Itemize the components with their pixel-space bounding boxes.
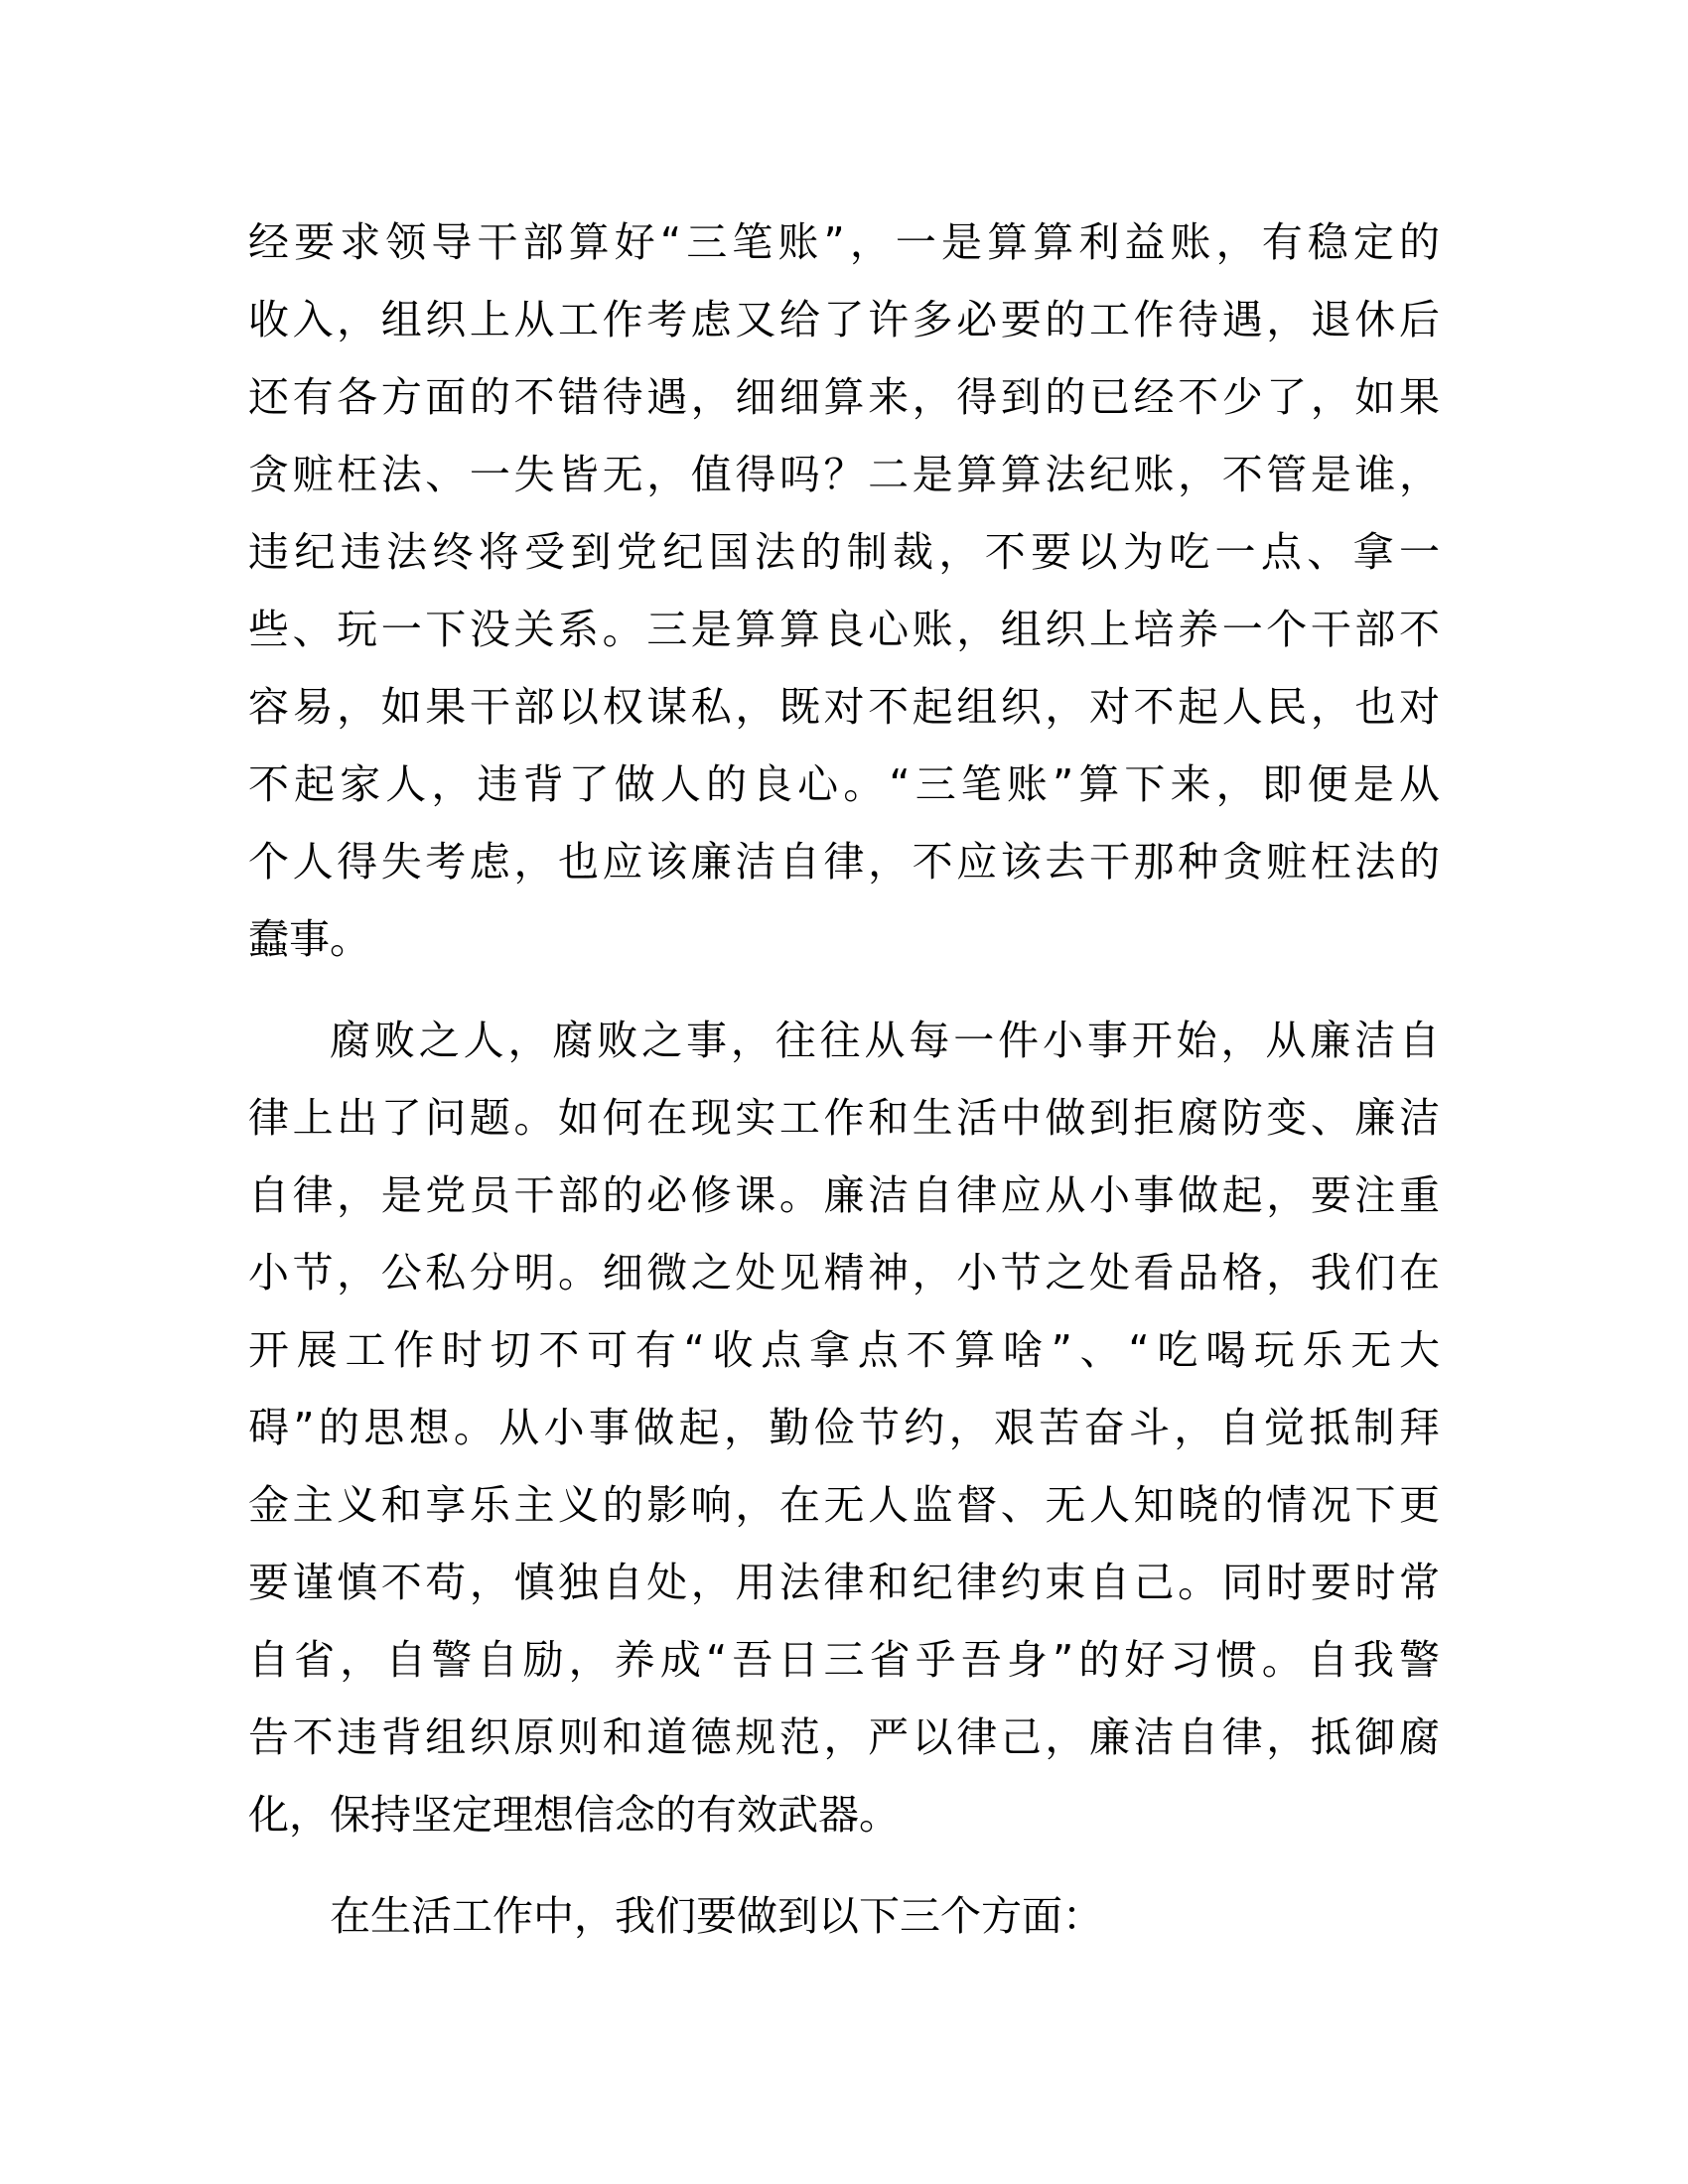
document-content — [248, 204, 1440, 1979]
text-line: 腐败之人，腐败之事，往往从每一件小事开始，从廉洁自 — [330, 1017, 1440, 1064]
text-line: 还有各方面的不错待遇，细细算来，得到的已经不少了，如果 — [248, 373, 1440, 421]
text-line: 收入，组织上从工作考虑又给了许多必要的工作待遇，退休后 — [248, 296, 1440, 343]
text-line: 不起家人，违背了做人的良心。“三笔账”算下来，即便是从 — [248, 760, 1440, 808]
text-line: 在生活工作中，我们要做到以下三个方面： — [330, 1892, 1103, 1940]
text-line: 告不违背组织原则和道德规范，严以律己，廉洁自律，抵御腐 — [248, 1713, 1440, 1761]
text-line: 些、玩一下没关系。三是算算良心账，组织上培养一个干部不 — [248, 606, 1440, 653]
text-line: 碍”的思想。从小事做起，勤俭节约，艰苦奋斗，自觉抵制拜 — [248, 1404, 1440, 1451]
text-line: 开展工作时切不可有“收点拿点不算啥”、“吃喝玩乐无大 — [248, 1326, 1440, 1374]
text-line: 自省，自警自励，养成“吾日三省乎吾身”的好习惯。自我警 — [248, 1636, 1440, 1684]
paragraph-1 — [248, 204, 1440, 978]
text-line: 经要求领导干部算好“三笔账”，一是算算利益账，有稳定的 — [248, 218, 1440, 266]
text-line: 小节，公私分明。细微之处见精神，小节之处看品格，我们在 — [248, 1249, 1440, 1297]
text-line: 蠢事。 — [248, 915, 370, 963]
text-line: 贪赃枉法、一失皆无，值得吗？二是算算法纪账，不管是谁， — [248, 451, 1440, 498]
text-line: 容易，如果干部以权谋私，既对不起组织，对不起人民，也对 — [248, 683, 1440, 731]
paragraph-2 — [248, 1002, 1440, 1853]
text-line: 个人得失考虑，也应该廉洁自律，不应该去干那种贪赃枉法的 — [248, 838, 1440, 886]
text-line: 违纪违法终将受到党纪国法的制裁，不要以为吃一点、拿一 — [248, 528, 1440, 576]
text-line: 律上出了问题。如何在现实工作和生活中做到拒腐防变、廉洁 — [248, 1094, 1440, 1142]
paragraph-3 — [248, 1877, 1440, 1955]
text-line: 化，保持坚定理想信念的有效武器。 — [248, 1791, 900, 1839]
text-line: 自律，是党员干部的必修课。廉洁自律应从小事做起，要注重 — [248, 1171, 1440, 1219]
text-line: 金主义和享乐主义的影响，在无人监督、无人知晓的情况下更 — [248, 1481, 1440, 1529]
text-line: 要谨慎不苟，慎独自处，用法律和纪律约束自己。同时要时常 — [248, 1559, 1440, 1606]
